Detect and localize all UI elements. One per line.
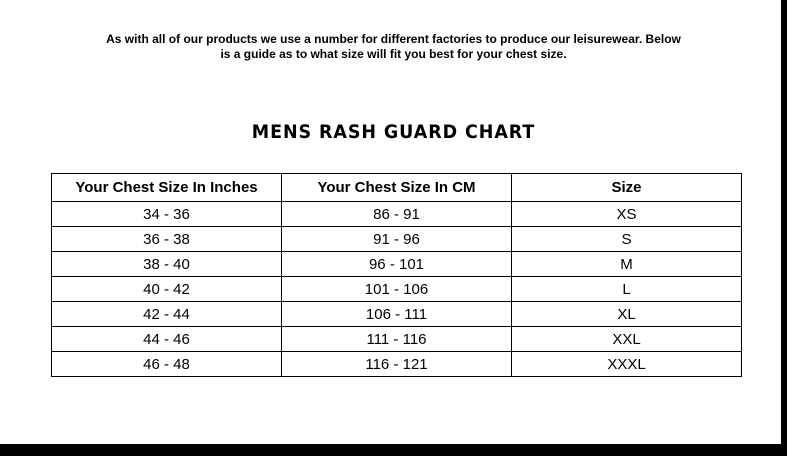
cell-cm: 116 - 121 (282, 352, 512, 377)
cell-inches: 40 - 42 (52, 277, 282, 302)
cell-inches: 42 - 44 (52, 302, 282, 327)
cell-size: XXL (512, 327, 742, 352)
header-chest-cm: Your Chest Size In CM (282, 174, 512, 202)
cell-inches: 44 - 46 (52, 327, 282, 352)
intro-line-1: As with all of our products we use a number for different factories to produce our leisurewear. Below (106, 32, 681, 46)
cell-cm: 86 - 91 (282, 202, 512, 227)
cell-inches: 34 - 36 (52, 202, 282, 227)
cell-size: M (512, 252, 742, 277)
intro-text (0, 32, 787, 62)
cell-cm: 91 - 96 (282, 227, 512, 252)
right-border (781, 0, 787, 456)
cell-cm: 96 - 101 (282, 252, 512, 277)
cell-inches: 36 - 38 (52, 227, 282, 252)
cell-inches: 38 - 40 (52, 252, 282, 277)
cell-inches: 46 - 48 (52, 352, 282, 377)
cell-size: XXXL (512, 352, 742, 377)
cell-size: XS (512, 202, 742, 227)
header-size: Size (512, 174, 742, 202)
header-chest-inches: Your Chest Size In Inches (52, 174, 282, 202)
table-header-row (52, 174, 742, 202)
bottom-bar (0, 444, 787, 456)
table-row (52, 352, 742, 377)
cell-cm: 101 - 106 (282, 277, 512, 302)
table-row (52, 302, 742, 327)
table-row (52, 252, 742, 277)
table-row (52, 227, 742, 252)
cell-cm: 106 - 111 (282, 302, 512, 327)
chart-title: MENS RASH GUARD CHART (251, 121, 536, 143)
table-row (52, 327, 742, 352)
table-row (52, 277, 742, 302)
cell-size: S (512, 227, 742, 252)
cell-size: XL (512, 302, 742, 327)
size-table (51, 173, 742, 377)
cell-cm: 111 - 116 (282, 327, 512, 352)
intro-line-2: is a guide as to what size will fit you best for your chest size. (220, 47, 567, 61)
table-row (52, 202, 742, 227)
cell-size: L (512, 277, 742, 302)
